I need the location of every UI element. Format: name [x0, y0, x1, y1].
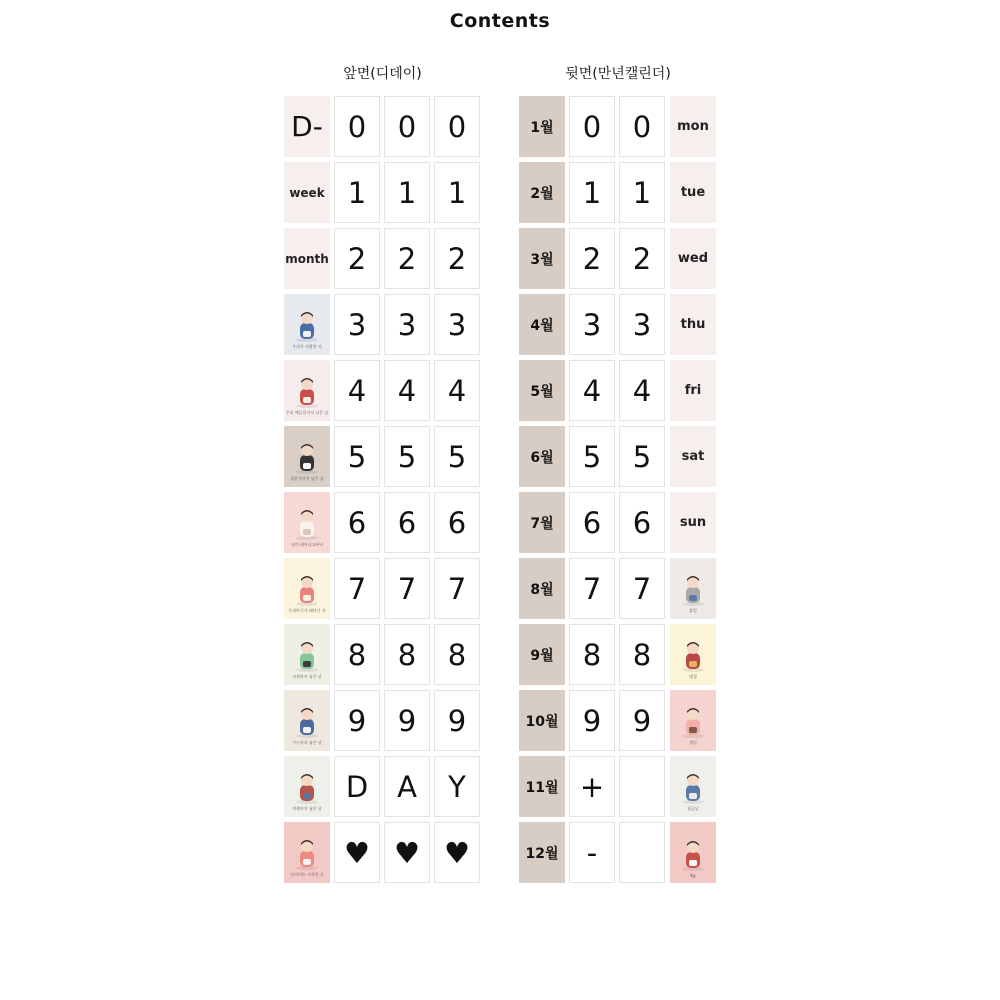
front-illustration-card	[284, 558, 330, 619]
digit-text: 1	[397, 175, 417, 210]
digit-text: 6	[582, 505, 602, 540]
month-card	[519, 690, 565, 751]
back-digit-card	[619, 690, 665, 751]
digit-text: 5	[447, 439, 467, 474]
front-illustration-card	[284, 426, 330, 487]
front-digit-card	[434, 492, 480, 553]
weekday-label: thu	[680, 317, 706, 332]
illustration-caption: 우리가 사랑한 지	[292, 344, 322, 349]
digit-text: 7	[397, 571, 417, 606]
front-label-text: D-	[291, 110, 323, 143]
month-card	[519, 162, 565, 223]
month-card	[519, 624, 565, 685]
couple-sitting-icon	[292, 375, 322, 409]
back-digit-card	[569, 492, 615, 553]
back-digit-card	[619, 162, 665, 223]
digit-text: 9	[347, 703, 367, 738]
front-digit-card	[384, 96, 430, 157]
front-digit-card	[384, 426, 430, 487]
front-digit-card	[434, 690, 480, 751]
page-title: Contents	[449, 10, 551, 32]
digit-text: 2	[447, 241, 467, 276]
digit-text: 4	[632, 373, 652, 408]
front-label-text: month	[285, 251, 329, 266]
month-card	[519, 756, 565, 817]
front-illustration-card	[284, 690, 330, 751]
digit-text: 8	[397, 637, 417, 672]
baby-sleeping-icon	[292, 507, 322, 541]
month-label: 2월	[530, 185, 554, 202]
back-digit-card	[619, 558, 665, 619]
back-digit-card	[619, 360, 665, 421]
woman-standing-icon	[678, 838, 708, 872]
digit-text: 7	[632, 571, 652, 606]
illustration-caption: 생일	[689, 740, 697, 745]
back-digit-card	[619, 492, 665, 553]
front-digit-card	[334, 492, 380, 553]
digit-text: 3	[347, 307, 367, 342]
digit-text: 5	[397, 439, 417, 474]
front-label-card	[284, 162, 330, 223]
month-card	[519, 228, 565, 289]
month-card	[519, 96, 565, 157]
front-digit-card	[434, 624, 480, 685]
digit-text: 4	[447, 373, 467, 408]
front-digit-card	[434, 360, 480, 421]
back-panel-title: 뒷면(만년캘린더)	[565, 66, 671, 82]
digit-text: +	[579, 769, 605, 804]
front-digit-card	[384, 756, 430, 817]
digit-text: 2	[347, 241, 367, 276]
digit-text: 8	[582, 637, 602, 672]
front-illustration-card	[284, 822, 330, 883]
back-digit-card	[619, 228, 665, 289]
front-illustration-card	[284, 756, 330, 817]
front-digit-card	[334, 624, 380, 685]
digit-text: -	[586, 835, 598, 870]
back-digit-card	[569, 96, 615, 157]
weekday-card	[670, 228, 716, 289]
front-label-text: week	[289, 185, 325, 200]
digit-text: 8	[632, 637, 652, 672]
digit-text: 2	[582, 241, 602, 276]
mother-baby-icon	[292, 573, 322, 607]
digit-text: 5	[582, 439, 602, 474]
front-digit-card	[334, 162, 380, 223]
back-illustration-card	[670, 822, 716, 883]
month-label: 6월	[530, 449, 554, 466]
back-digit-card	[619, 756, 665, 817]
birthday-cake-icon	[678, 705, 708, 739]
back-digit-card	[569, 294, 615, 355]
front-digit-card	[434, 558, 480, 619]
month-card	[519, 492, 565, 553]
illustration-caption: 수능까지 남은 날	[292, 740, 322, 745]
weekday-label: sun	[679, 515, 707, 530]
back-digit-card	[619, 294, 665, 355]
digit-text: 1	[632, 175, 652, 210]
digit-text: 7	[347, 571, 367, 606]
month-label: 5월	[530, 383, 554, 400]
illustration-caption: 우리 애들일이지 남은 날	[285, 410, 329, 415]
digit-text: D	[345, 769, 369, 804]
month-label: 8월	[530, 581, 554, 598]
weekday-card	[670, 426, 716, 487]
back-digit-card	[619, 624, 665, 685]
front-digit-card	[384, 624, 430, 685]
front-digit-card	[434, 228, 480, 289]
digit-text: 1	[347, 175, 367, 210]
front-digit-card	[434, 96, 480, 157]
front-digit-card	[384, 822, 430, 883]
month-card	[519, 558, 565, 619]
weekday-card	[670, 294, 716, 355]
digit-text: 0	[447, 109, 467, 144]
front-digit-card	[334, 294, 380, 355]
back-digit-card	[569, 558, 615, 619]
digit-text: 2	[632, 241, 652, 276]
digit-text: 9	[447, 703, 467, 738]
digit-text: 6	[347, 505, 367, 540]
digit-text: 0	[397, 109, 417, 144]
digit-text: 5	[632, 439, 652, 474]
month-card	[519, 294, 565, 355]
front-digit-card	[334, 756, 380, 817]
digit-text: ♥	[344, 835, 370, 870]
digit-text: 5	[347, 439, 367, 474]
runner-icon	[292, 837, 322, 871]
back-digit-card	[569, 426, 615, 487]
couple-hug-icon	[292, 309, 322, 343]
front-digit-card	[334, 690, 380, 751]
front-digit-card	[384, 558, 430, 619]
back-digit-card	[569, 624, 615, 685]
front-label-card	[284, 228, 330, 289]
traveler-suitcase-icon	[292, 771, 322, 805]
back-digit-card	[619, 822, 665, 883]
front-illustration-card	[284, 294, 330, 355]
month-card	[519, 822, 565, 883]
digit-text: 0	[347, 109, 367, 144]
back-digit-card	[569, 690, 615, 751]
digit-text: 0	[632, 109, 652, 144]
illustration-caption: 내가 태어나고부터	[290, 542, 324, 547]
digit-text: 2	[397, 241, 417, 276]
exam-writing-icon	[292, 705, 322, 739]
illustration-caption: 시험까지 남은 날	[292, 674, 322, 679]
back-digit-card	[569, 228, 615, 289]
month-label: 12월	[525, 845, 559, 862]
front-digit-card	[334, 558, 380, 619]
digit-text: ♥	[394, 835, 420, 870]
digit-text: 1	[582, 175, 602, 210]
back-illustration-card	[670, 558, 716, 619]
digit-text: 4	[347, 373, 367, 408]
digit-text: 8	[447, 637, 467, 672]
front-digit-card	[384, 360, 430, 421]
illustration-caption: 월급날	[687, 806, 699, 811]
weekday-label: wed	[677, 251, 709, 266]
front-digit-card	[434, 162, 480, 223]
weekday-label: fri	[684, 383, 702, 398]
front-illustration-card	[284, 360, 330, 421]
back-illustration-card	[670, 624, 716, 685]
back-digit-card	[619, 96, 665, 157]
digit-text: 3	[582, 307, 602, 342]
digit-text: 6	[447, 505, 467, 540]
digit-text: 3	[447, 307, 467, 342]
sofa-relax-icon	[678, 573, 708, 607]
illustration-caption: 다이어트 시작한 지	[290, 872, 324, 877]
front-digit-card	[384, 294, 430, 355]
digit-text: 6	[397, 505, 417, 540]
weekday-label: sat	[681, 449, 705, 464]
weekday-card	[670, 360, 716, 421]
weekday-card	[670, 162, 716, 223]
digit-text: 7	[447, 571, 467, 606]
month-label: 9월	[530, 647, 554, 664]
back-illustration-card	[670, 690, 716, 751]
illustration-caption: 휴일	[689, 608, 697, 613]
month-label: 10월	[525, 713, 559, 730]
wedding-couple-icon	[292, 441, 322, 475]
front-digit-card	[434, 756, 480, 817]
digit-text: ♥	[444, 835, 470, 870]
digit-text: 8	[347, 637, 367, 672]
back-digit-card	[569, 162, 615, 223]
back-digit-card	[569, 822, 615, 883]
back-digit-card	[569, 360, 615, 421]
digit-text: 4	[397, 373, 417, 408]
illustration-caption: 명절	[689, 674, 697, 679]
front-digit-card	[434, 294, 480, 355]
front-label-card	[284, 96, 330, 157]
month-label: 1월	[530, 119, 554, 136]
digit-text: 9	[397, 703, 417, 738]
front-illustration-card	[284, 624, 330, 685]
illustration-caption: 여행까지 남은 날	[292, 806, 322, 811]
digit-text: 3	[397, 307, 417, 342]
front-digit-card	[334, 360, 380, 421]
month-card	[519, 426, 565, 487]
weekday-card	[670, 96, 716, 157]
digit-text: 9	[582, 703, 602, 738]
digit-text: 9	[632, 703, 652, 738]
digit-text: 0	[582, 109, 602, 144]
gift-box-icon	[678, 771, 708, 805]
month-label: 4월	[530, 317, 554, 334]
front-digit-card	[334, 426, 380, 487]
weekday-label: tue	[680, 185, 706, 200]
back-illustration-card	[670, 756, 716, 817]
front-digit-card	[384, 492, 430, 553]
weekday-card	[670, 492, 716, 553]
digit-text: 6	[632, 505, 652, 540]
back-digit-card	[569, 756, 615, 817]
front-digit-card	[334, 228, 380, 289]
front-digit-card	[384, 228, 430, 289]
digit-text: 4	[582, 373, 602, 408]
illustration-caption: 결혼식까지 남은 날	[290, 476, 324, 481]
illustration-caption: 우리아기가 태어난 지	[288, 608, 326, 613]
digit-text: 7	[582, 571, 602, 606]
digit-text: 1	[447, 175, 467, 210]
holiday-hanbok-icon	[678, 639, 708, 673]
front-digit-card	[434, 426, 480, 487]
month-label: 3월	[530, 251, 554, 268]
student-studying-icon	[292, 639, 322, 673]
illustration-caption: Kg	[690, 873, 696, 878]
month-label: 11월	[525, 779, 559, 796]
front-digit-card	[384, 162, 430, 223]
digit-text: 3	[632, 307, 652, 342]
front-digit-card	[334, 822, 380, 883]
front-digit-card	[434, 822, 480, 883]
month-label: 7월	[530, 515, 554, 532]
digit-text: A	[397, 769, 417, 804]
front-digit-card	[334, 96, 380, 157]
front-illustration-card	[284, 492, 330, 553]
month-card	[519, 360, 565, 421]
front-panel-title: 앞면(디데이)	[343, 66, 422, 82]
weekday-label: mon	[677, 119, 709, 134]
back-digit-card	[619, 426, 665, 487]
front-digit-card	[384, 690, 430, 751]
digit-text: Y	[448, 769, 466, 804]
